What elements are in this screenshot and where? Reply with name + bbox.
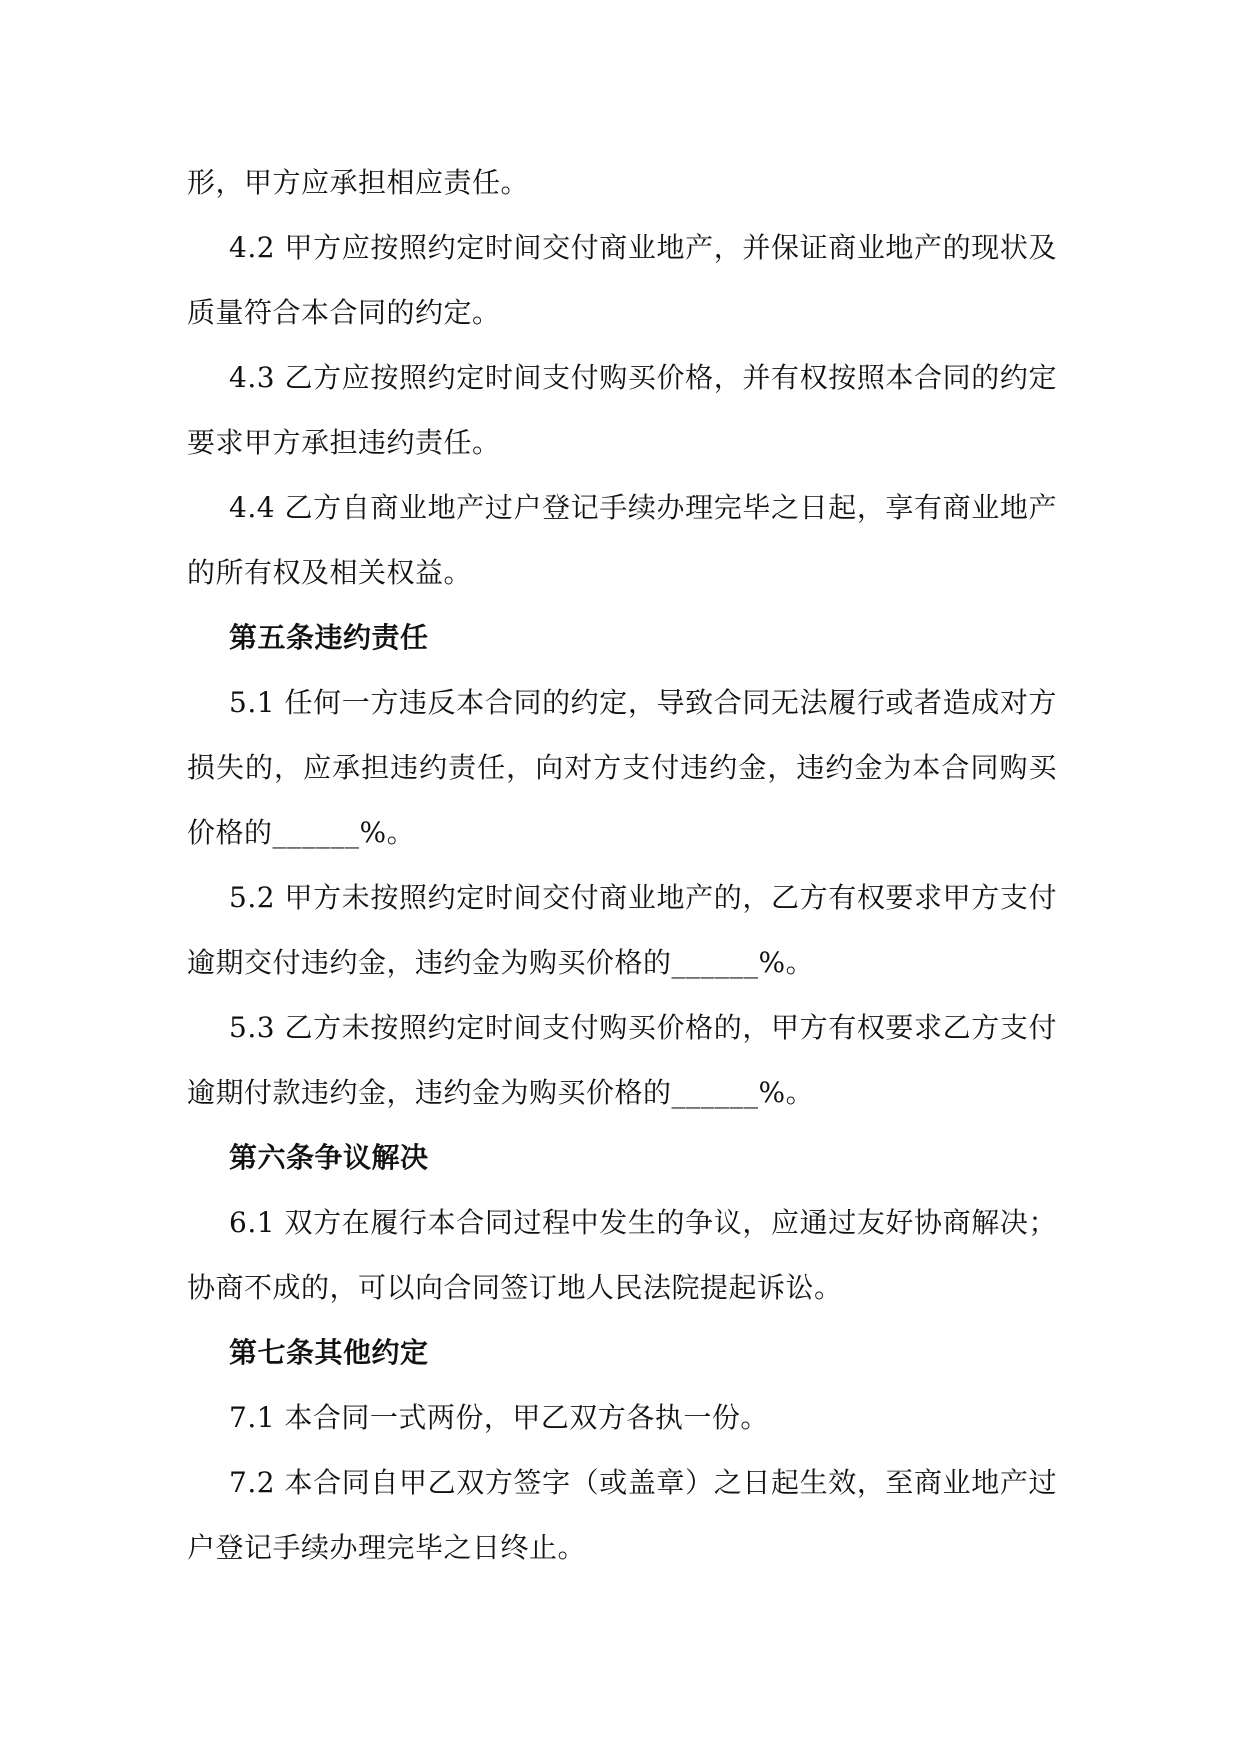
section-heading-article-5: 第五条违约责任 <box>229 621 429 654</box>
section-heading-article-7: 第七条其他约定 <box>229 1336 429 1369</box>
clause-4-3: 4.3 乙方应按照约定时间支付购买价格，并有权按照本合同的约定要求甲方承担违约责任。 <box>187 361 1057 459</box>
clause-4-2: 4.2 甲方应按照约定时间交付商业地产，并保证商业地产的现状及质量符合本合同的约定。 <box>187 231 1057 329</box>
paragraph-continuation: 形，甲方应承担相应责任。 <box>187 166 530 199</box>
clause-4-4: 4.4 乙方自商业地产过户登记手续办理完毕之日起，享有商业地产的所有权及相关权益。 <box>187 491 1057 589</box>
clause-5-3: 5.3 乙方未按照约定时间支付购买价格的，甲方有权要求乙方支付逾期付款违约金，违约金为购买价格的______%。 <box>187 1011 1057 1109</box>
clause-7-1: 7.1 本合同一式两份，甲乙双方各执一份。 <box>229 1401 769 1434</box>
document-body <box>187 150 1057 1580</box>
clause-6-1: 6.1 双方在履行本合同过程中发生的争议，应通过友好协商解决；协商不成的，可以向合同签订地人民法院提起诉讼。 <box>187 1206 1057 1304</box>
section-heading-article-6: 第六条争议解决 <box>229 1141 429 1174</box>
clause-5-2: 5.2 甲方未按照约定时间交付商业地产的，乙方有权要求甲方支付逾期交付违约金，违约金为购买价格的______%。 <box>187 881 1057 979</box>
clause-7-2: 7.2 本合同自甲乙双方签字（或盖章）之日起生效，至商业地产过户登记手续办理完毕之日终止。 <box>187 1466 1057 1564</box>
clause-5-1: 5.1 任何一方违反本合同的约定，导致合同无法履行或者造成对方损失的，应承担违约责任，向对方支付违约金，违约金为本合同购买价格的______%。 <box>187 686 1057 849</box>
